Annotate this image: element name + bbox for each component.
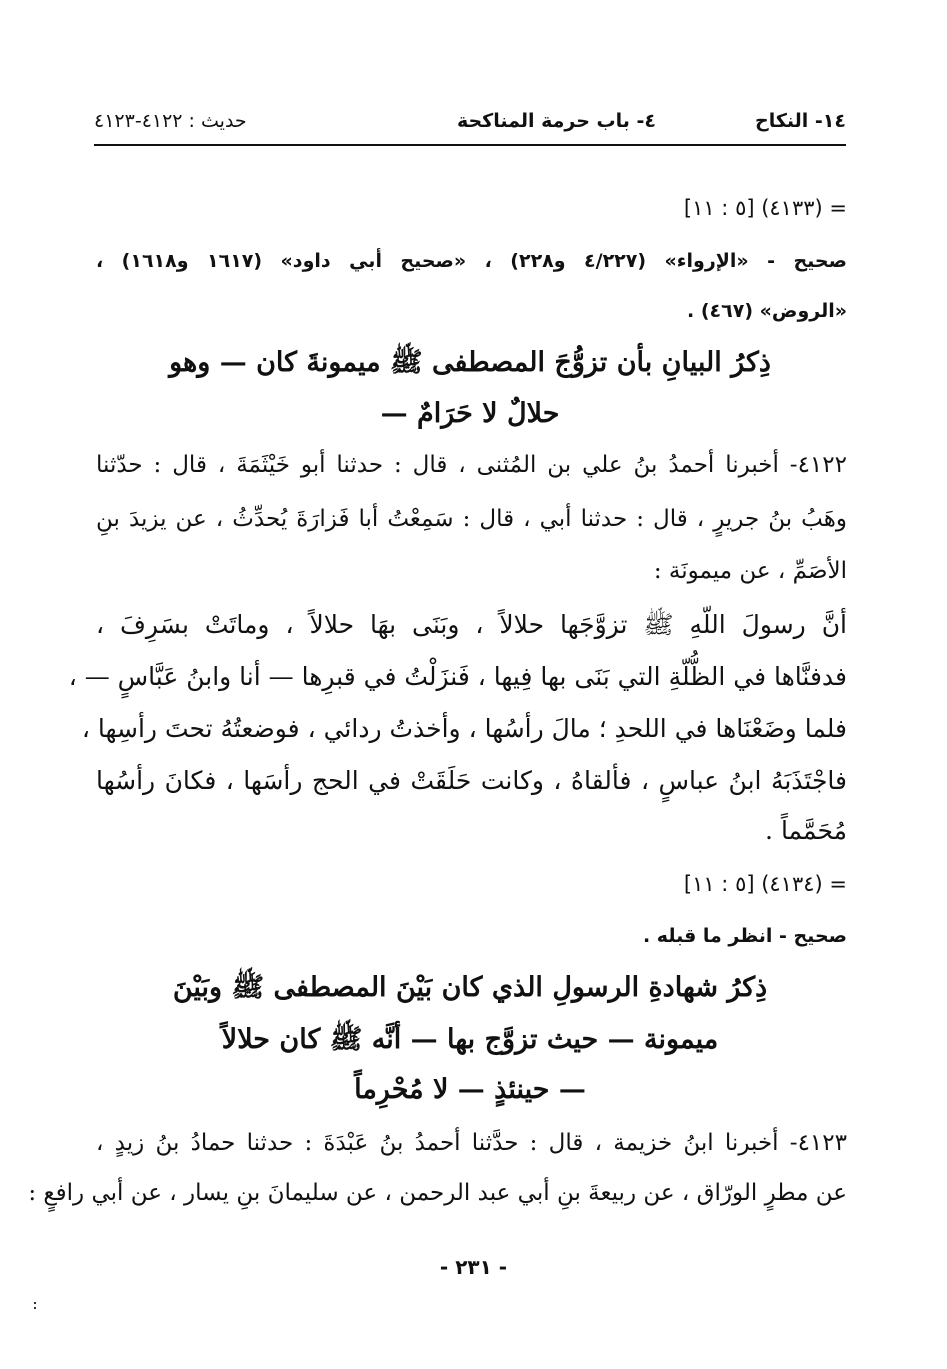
section-heading-2-line-3: — حينئذٍ — لا مُحْرِماً xyxy=(354,1074,586,1105)
cross-reference-4134: = (٤١٣٤) [٥ : ١١] xyxy=(683,872,847,896)
hadith-4122-matn-line-4: فاجْتَذَبَهُ ابنُ عباسٍ ، فألقاهُ ، وكانت حَلَقَتْ في الحج رأسَها ، فكانَ رأسُها xyxy=(96,766,847,795)
cross-reference-4133: = (٤١٣٣) [٥ : ١١] xyxy=(683,196,847,220)
section-heading-2-line-1: ذِكرُ شهادةِ الرسولِ الذي كان بَيْنَ المصطفى ﷺ وبَيْنَ xyxy=(172,972,768,1003)
section-title: ٤- باب حرمة المناكحة xyxy=(456,110,656,132)
hadith-4122-matn-line-3: فلما وضَعْنَاها في اللحدِ ؛ مالَ رأسُها ، وأخذتُ ردائي ، فوضعتُهُ تحتَ رأسِها ، xyxy=(81,714,847,743)
chapter-title: ١٤- النكاح xyxy=(755,110,846,132)
section-heading-1-line-1: ذِكرُ البيانِ بأن تزوُّجَ المصطفى ﷺ ميمونةَ كان — وهو xyxy=(169,347,771,378)
hadith-4122-matn-line-1: أنَّ رسولَ اللّهِ ﷺ تزوَّجَها حلالاً ، وبَنَى بهَا حلالاً ، وماتَتْ بسَرِفَ ، xyxy=(96,610,847,639)
running-header xyxy=(94,104,846,146)
grading-line-2: «الروض» (٤٦٧) . xyxy=(686,300,847,322)
hadith-4122-isnad-line-2: وهَبُ بنُ جريرٍ ، قال : حدثنا أبي ، قال : سَمِعْتُ أبا فَزارَةَ يُحدِّثُ ، عن يزيدَ بنِ xyxy=(96,506,847,532)
page-number: - ٢٣١ - xyxy=(439,1255,508,1279)
grading-line-3: صحيح - انظر ما قبله . xyxy=(642,925,847,947)
hadith-4122-isnad-line-3: الأصَمِّ ، عن ميمونَة : xyxy=(653,558,847,584)
scan-speck xyxy=(32,1302,36,1310)
hadith-4122-matn-line-5: مُحَمَّماً . xyxy=(765,816,847,845)
hadith-range: حديث : ٤١٢٢-٤١٢٣ xyxy=(94,110,247,132)
section-heading-1-line-2: حلالٌ لا حَرَامٌ — xyxy=(380,398,560,429)
section-heading-2-line-2: ميمونة — حيث تزوَّج بها — أنَّه ﷺ كان حلالاً xyxy=(221,1024,719,1055)
hadith-4122-isnad-line-1: ٤١٢٢- أخبرنا أحمدُ بنُ علي بن المُثنى ، قال : حدثنا أبو خَيْثَمَةَ ، قال : حدّثنا xyxy=(96,452,847,478)
hadith-4122-matn-line-2: فدفنَّاها في الظُّلّةِ التي بَنَى بها فِيها ، فَنزَلْتُ في قبرِها — أنا وابنُ عَبَّاسٍ — ، xyxy=(68,662,847,691)
grading-line-1: صحيح - «الإرواء» (٤/٢٢٧ و٢٢٨) ، «صحيح أبي داود» (١٦١٧ و١٦١٨) ، xyxy=(96,250,847,272)
hadith-4123-isnad-line-2: عن مطرٍ الورّاق ، عن ربيعةَ بنِ أبي عبد الرحمن ، عن سليمانَ بنِ يسار ، عن أبي رافعٍ : xyxy=(28,1180,847,1206)
hadith-4123-isnad-line-1: ٤١٢٣- أخبرنا ابنُ خزيمة ، قال : حدَّثنا أحمدُ بنُ عَبْدَةَ : حدثنا حمادُ بنُ زيدٍ ، xyxy=(96,1130,847,1156)
